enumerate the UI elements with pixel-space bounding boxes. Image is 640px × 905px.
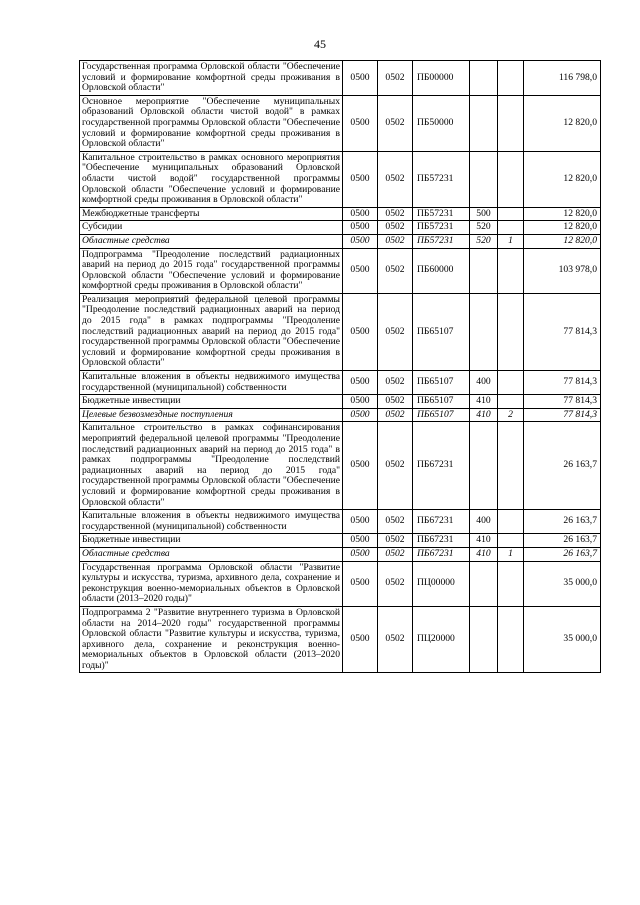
amount-cell: 26 163,7 (524, 534, 601, 548)
expense-kind-cell: 520 (470, 234, 498, 248)
expense-kind-cell: 410 (470, 534, 498, 548)
row-name-cell: Областные средства (80, 234, 343, 248)
section-code-cell: 0500 (343, 207, 378, 221)
subsection-code-cell: 0502 (378, 561, 413, 606)
funding-source-cell (498, 221, 524, 235)
expense-kind-cell (470, 422, 498, 510)
amount-cell: 103 978,0 (524, 248, 601, 293)
table-row (80, 408, 601, 422)
row-name-cell: Капитальное строительство в рамках софинансирования мероприятий федеральной целевой программы "Преодоление последствий радиационных аварий на период до 2015 года" в рамках подпрограммы "Преодоление последствий радиационных аварий на период до 2015 года" государственной программы Орловской области "Обеспечение условий и формирование комфортной среды проживания в Орловской области" (80, 422, 343, 510)
amount-cell: 12 820,0 (524, 207, 601, 221)
amount-cell: 26 163,7 (524, 547, 601, 561)
section-code-cell: 0500 (343, 510, 378, 534)
amount-cell: 12 820,0 (524, 95, 601, 151)
table-row (80, 395, 601, 409)
expense-kind-cell (470, 561, 498, 606)
funding-source-cell (498, 534, 524, 548)
row-name-cell: Бюджетные инвестиции (80, 395, 343, 409)
table-row (80, 534, 601, 548)
target-code-cell: ПБ67231 (413, 534, 470, 548)
section-code-cell: 0500 (343, 422, 378, 510)
row-name-cell: Подпрограмма 2 "Развитие внутреннего туризма в Орловской области на 2014–2020 годы" государственной программы Орловской области "Развитие культуры и искусства, туризма, архивного дела, сохранение и реконструкция военно-мемориальных объектов в Орловской области (2013–2020 годы)" (80, 606, 343, 673)
table-row (80, 547, 601, 561)
table-row (80, 61, 601, 96)
expense-kind-cell: 520 (470, 221, 498, 235)
table-row (80, 95, 601, 151)
expense-kind-cell (470, 151, 498, 207)
table-row (80, 207, 601, 221)
target-code-cell: ПБ57231 (413, 221, 470, 235)
target-code-cell: ПБ67231 (413, 422, 470, 510)
section-code-cell: 0500 (343, 606, 378, 673)
expense-kind-cell: 400 (470, 371, 498, 395)
amount-cell: 116 798,0 (524, 61, 601, 96)
section-code-cell: 0500 (343, 371, 378, 395)
amount-cell: 12 820,0 (524, 234, 601, 248)
funding-source-cell (498, 422, 524, 510)
subsection-code-cell: 0502 (378, 422, 413, 510)
expense-kind-cell: 410 (470, 395, 498, 409)
table-body (80, 61, 601, 673)
target-code-cell: ПБ00000 (413, 61, 470, 96)
amount-cell: 12 820,0 (524, 151, 601, 207)
target-code-cell: ПБ65107 (413, 293, 470, 370)
target-code-cell: ПБ67231 (413, 547, 470, 561)
table-row (80, 151, 601, 207)
table-row (80, 606, 601, 673)
amount-cell: 77 814,3 (524, 408, 601, 422)
expense-kind-cell (470, 248, 498, 293)
subsection-code-cell: 0502 (378, 606, 413, 673)
row-name-cell: Целевые безвозмездные поступления (80, 408, 343, 422)
expense-kind-cell: 410 (470, 547, 498, 561)
table-row (80, 510, 601, 534)
expense-kind-cell: 400 (470, 510, 498, 534)
section-code-cell: 0500 (343, 547, 378, 561)
row-name-cell: Межбюджетные трансферты (80, 207, 343, 221)
subsection-code-cell: 0502 (378, 221, 413, 235)
subsection-code-cell: 0502 (378, 395, 413, 409)
subsection-code-cell: 0502 (378, 293, 413, 370)
table-row (80, 422, 601, 510)
section-code-cell: 0500 (343, 293, 378, 370)
row-name-cell: Государственная программа Орловской области "Развитие культуры и искусства, туризма, архивного дела, сохранение и реконструкция военно-мемориальных объектов в Орловской области (2013–2020 годы)" (80, 561, 343, 606)
subsection-code-cell: 0502 (378, 534, 413, 548)
target-code-cell: ПБ65107 (413, 395, 470, 409)
section-code-cell: 0500 (343, 234, 378, 248)
section-code-cell: 0500 (343, 151, 378, 207)
funding-source-cell (498, 510, 524, 534)
section-code-cell: 0500 (343, 408, 378, 422)
subsection-code-cell: 0502 (378, 408, 413, 422)
section-code-cell: 0500 (343, 61, 378, 96)
funding-source-cell (498, 293, 524, 370)
funding-source-cell: 2 (498, 408, 524, 422)
row-name-cell: Бюджетные инвестиции (80, 534, 343, 548)
section-code-cell: 0500 (343, 221, 378, 235)
funding-source-cell (498, 248, 524, 293)
row-name-cell: Реализация мероприятий федеральной целевой программы "Преодоление последствий радиационных аварий на период до 2015 года" в рамках подпрограммы "Преодоление последствий радиационных аварий на период до 2015 года" государственной программы Орловской области "Обеспечение условий и формирование комфортной среды проживания в Орловской области" (80, 293, 343, 370)
funding-source-cell (498, 561, 524, 606)
table-row (80, 293, 601, 370)
table-row (80, 371, 601, 395)
subsection-code-cell: 0502 (378, 151, 413, 207)
row-name-cell: Областные средства (80, 547, 343, 561)
subsection-code-cell: 0502 (378, 248, 413, 293)
table-row (80, 234, 601, 248)
row-name-cell: Капитальные вложения в объекты недвижимого имущества государственной (муниципальной) собственности (80, 371, 343, 395)
target-code-cell: ПБ57231 (413, 207, 470, 221)
funding-source-cell (498, 606, 524, 673)
target-code-cell: ПБ50000 (413, 95, 470, 151)
subsection-code-cell: 0502 (378, 234, 413, 248)
target-code-cell: ПБ60000 (413, 248, 470, 293)
funding-source-cell (498, 207, 524, 221)
funding-source-cell: 1 (498, 234, 524, 248)
funding-source-cell: 1 (498, 547, 524, 561)
amount-cell: 35 000,0 (524, 606, 601, 673)
amount-cell: 26 163,7 (524, 510, 601, 534)
row-name-cell: Субсидии (80, 221, 343, 235)
row-name-cell: Капитальные вложения в объекты недвижимого имущества государственной (муниципальной) собственности (80, 510, 343, 534)
expense-kind-cell (470, 293, 498, 370)
subsection-code-cell: 0502 (378, 510, 413, 534)
section-code-cell: 0500 (343, 561, 378, 606)
amount-cell: 35 000,0 (524, 561, 601, 606)
section-code-cell: 0500 (343, 248, 378, 293)
target-code-cell: ПЦ00000 (413, 561, 470, 606)
row-name-cell: Основное мероприятие "Обеспечение муниципальных образований Орловской области чистой водой" в рамках государственной программы Орловской области "Обеспечение условий и формирование комфортной среды проживания в Орловской области" (80, 95, 343, 151)
subsection-code-cell: 0502 (378, 61, 413, 96)
expense-kind-cell (470, 95, 498, 151)
funding-source-cell (498, 151, 524, 207)
section-code-cell: 0500 (343, 395, 378, 409)
funding-source-cell (498, 371, 524, 395)
target-code-cell: ПБ65107 (413, 371, 470, 395)
subsection-code-cell: 0502 (378, 371, 413, 395)
target-code-cell: ПБ57231 (413, 234, 470, 248)
table-row (80, 248, 601, 293)
amount-cell: 77 814,3 (524, 293, 601, 370)
expense-kind-cell: 410 (470, 408, 498, 422)
subsection-code-cell: 0502 (378, 95, 413, 151)
amount-cell: 77 814,3 (524, 371, 601, 395)
page-number: 45 (314, 37, 326, 51)
target-code-cell: ПБ57231 (413, 151, 470, 207)
subsection-code-cell: 0502 (378, 547, 413, 561)
amount-cell: 77 814,3 (524, 395, 601, 409)
target-code-cell: ПБ65107 (413, 408, 470, 422)
funding-source-cell (498, 61, 524, 96)
section-code-cell: 0500 (343, 95, 378, 151)
amount-cell: 26 163,7 (524, 422, 601, 510)
expense-kind-cell (470, 606, 498, 673)
section-code-cell: 0500 (343, 534, 378, 548)
expense-kind-cell: 500 (470, 207, 498, 221)
amount-cell: 12 820,0 (524, 221, 601, 235)
table-row (80, 221, 601, 235)
funding-source-cell (498, 395, 524, 409)
subsection-code-cell: 0502 (378, 207, 413, 221)
row-name-cell: Капитальное строительство в рамках основного мероприятия "Обеспечение муниципальных образований Орловской области чистой водой" государственной программы Орловской области "Обеспечение условий и формирование комфортной среды проживания в Орловской области" (80, 151, 343, 207)
budget-table (79, 60, 601, 673)
target-code-cell: ПБ67231 (413, 510, 470, 534)
row-name-cell: Государственная программа Орловской области "Обеспечение условий и формирование комфортной среды проживания в Орловской области" (80, 61, 343, 96)
table-row (80, 561, 601, 606)
funding-source-cell (498, 95, 524, 151)
target-code-cell: ПЦ20000 (413, 606, 470, 673)
row-name-cell: Подпрограмма "Преодоление последствий радиационных аварий на период до 2015 года" государственной программы Орловской области "Обеспечение условий и формирование комфортной среды проживания в Орловской области" (80, 248, 343, 293)
expense-kind-cell (470, 61, 498, 96)
